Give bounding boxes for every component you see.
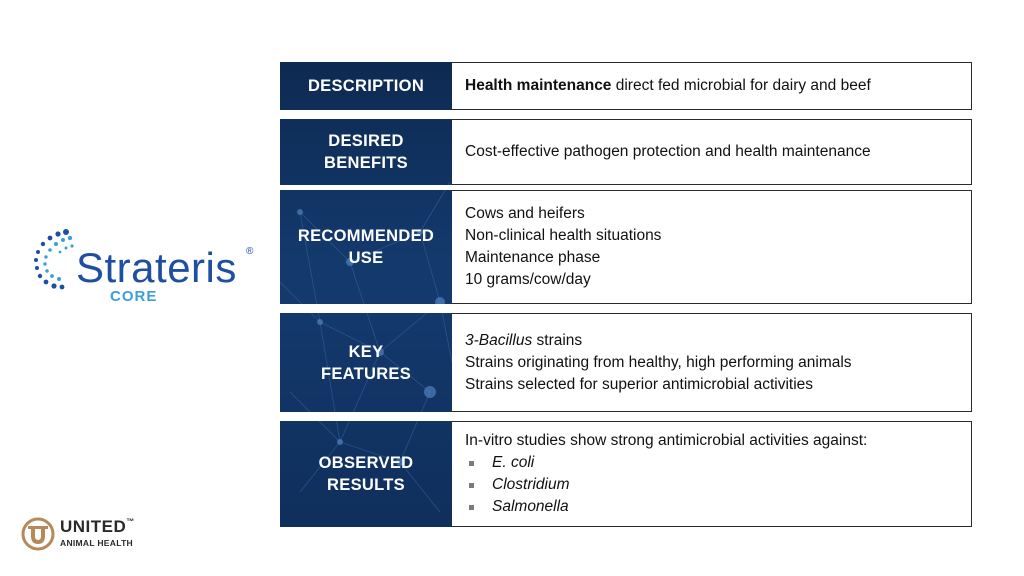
content-line: Strains originating from healthy, high performing animals: [465, 353, 852, 371]
company-name: [60, 517, 135, 537]
emphasis-text: Health maintenance: [465, 77, 612, 94]
square-bullet-icon: [469, 461, 474, 466]
row-label-recommended-use: [280, 190, 452, 304]
bullet-text: E. coli: [492, 454, 535, 471]
company-subline: ANIMAL HEALTH: [60, 538, 133, 548]
content-line: [465, 330, 971, 352]
strateris-core-logo: [30, 226, 260, 316]
content-line: 10 grams/cow/day: [465, 271, 591, 288]
label-line: KEY: [348, 342, 384, 361]
label-line: DESCRIPTION: [307, 77, 425, 95]
row-label-desired-benefits: [280, 119, 452, 185]
dot-arc-icon: [30, 226, 78, 306]
bullet-item: [465, 474, 971, 496]
square-bullet-icon: [469, 505, 474, 510]
registered-mark: ®: [246, 246, 254, 257]
brand-subline: CORE: [110, 288, 158, 305]
row-content-recommended-use: [452, 190, 972, 304]
content-line: Cows and heifers: [465, 205, 585, 222]
trademark-mark: ™: [126, 517, 135, 526]
bullet-item: [465, 452, 971, 474]
row-content-observed-results: [452, 421, 972, 527]
row-content-key-features: [452, 313, 972, 412]
content-text: strains: [532, 331, 583, 349]
row-gap: [280, 110, 972, 119]
row-content-desired-benefits: [452, 119, 972, 185]
content-line: Non-clinical health situations: [465, 227, 662, 244]
row-gap: [280, 304, 972, 313]
row-label-description: [280, 62, 452, 110]
content-line: In-vitro studies show strong antimicrobial activities against:: [465, 432, 868, 449]
square-bullet-icon: [469, 483, 474, 488]
united-u-icon: [20, 516, 56, 552]
content-line: Cost-effective pathogen protection and health maintenance: [465, 143, 871, 160]
united-animal-health-logo: [20, 516, 150, 552]
row-label-observed-results: [280, 421, 452, 527]
bullet-text: Salmonella: [492, 498, 569, 515]
company-name-text: UNITED: [60, 517, 127, 536]
content-text: direct fed microbial for dairy and beef: [611, 77, 871, 94]
bullet-item: [465, 496, 971, 518]
row-gap: [280, 412, 972, 421]
bullet-text: Clostridium: [492, 476, 570, 493]
brand-wordmark: Strateris: [76, 244, 237, 291]
label-line: DESIRED: [328, 132, 404, 150]
label-line: BENEFITS: [324, 154, 408, 172]
label-line: FEATURES: [320, 364, 412, 383]
label-line: OBSERVED: [318, 454, 414, 472]
content-line: Strains selected for superior antimicrobial activities: [465, 375, 814, 393]
row-content-description: [452, 62, 972, 110]
italic-text: 3-Bacillus: [465, 331, 533, 349]
label-line: USE: [348, 249, 384, 267]
label-line: RESULTS: [327, 476, 405, 494]
row-label-key-features: [280, 313, 452, 412]
content-line: [465, 75, 971, 97]
content-line: Maintenance phase: [465, 249, 601, 266]
label-line: RECOMMENDED: [297, 227, 435, 245]
